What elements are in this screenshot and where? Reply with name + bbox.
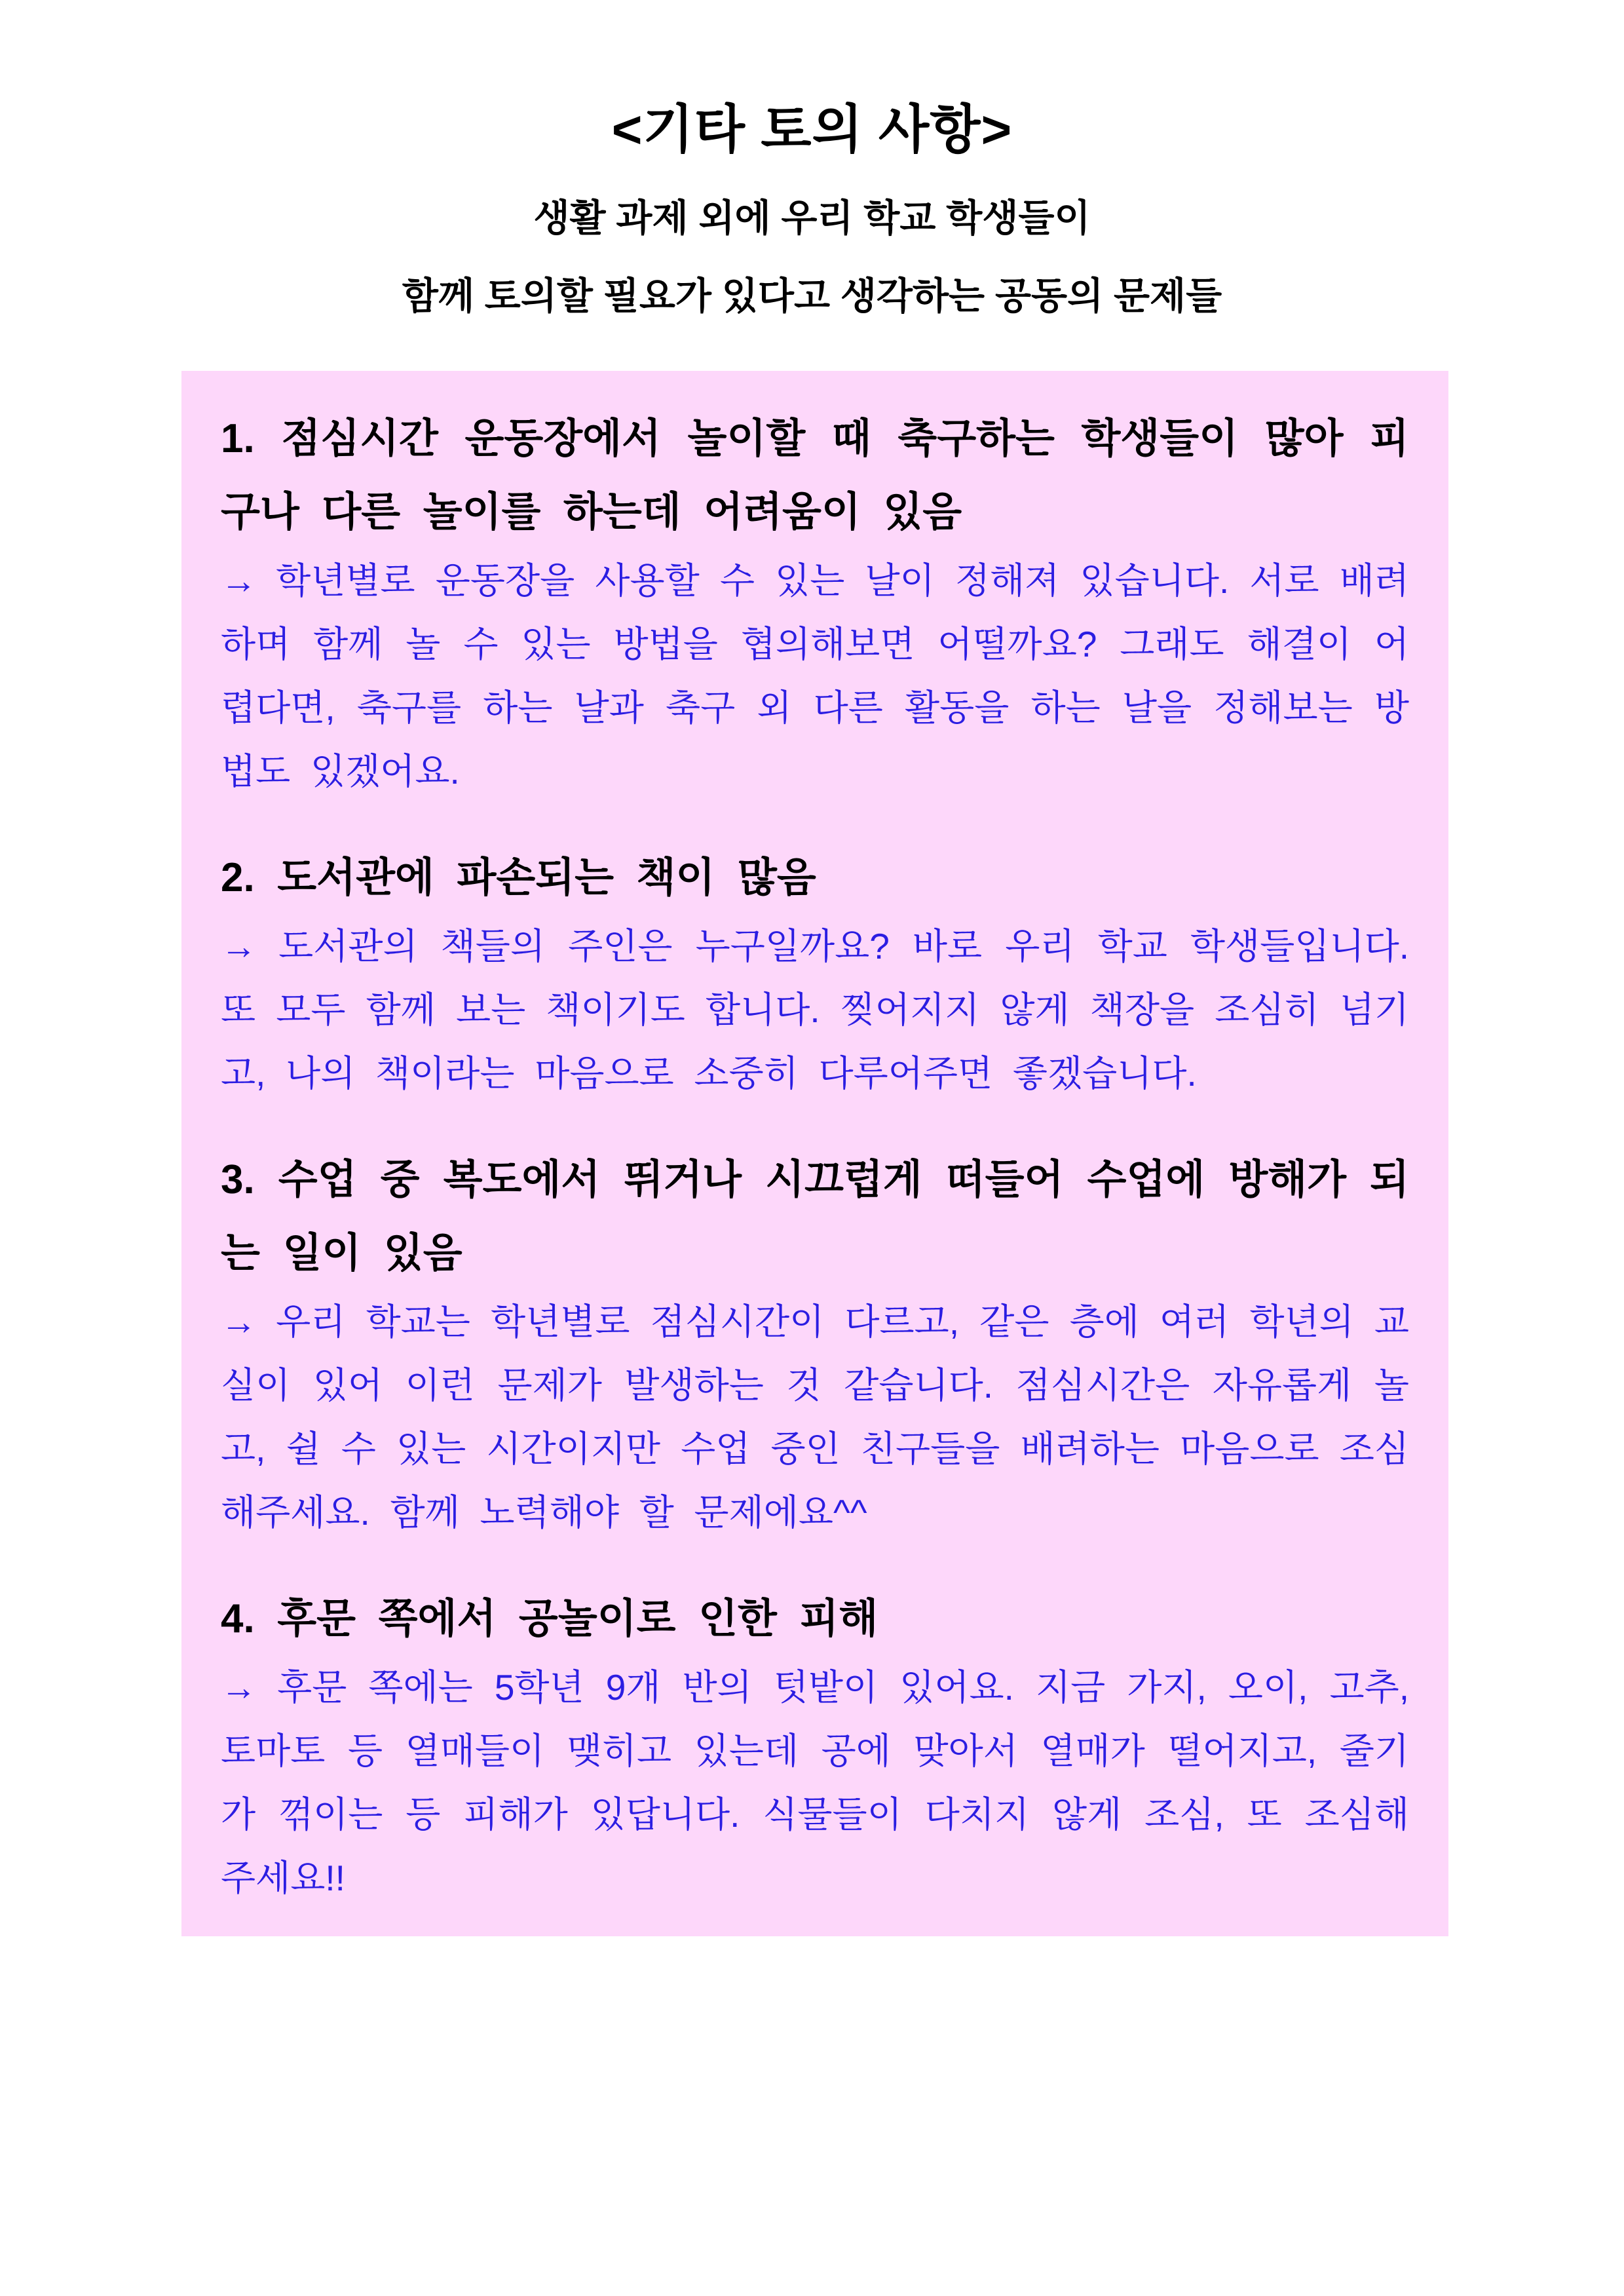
discussion-box xyxy=(181,371,1448,1936)
item-heading: 1. 점심시간 운동장에서 놀이할 때 축구하는 학생들이 많아 피구나 다른 놀이를 하는데 어려움이 있음 xyxy=(221,416,1409,535)
item-answer-text: 학년별로 운동장을 사용할 수 있는 날이 정해져 있습니다. 서로 배려하며 함께 놀 수 있는 방법을 협의해보면 어떨까요? 그래도 해결이 어렵다면, 축구를 하는 날과 축구 외 다른 활동을 하는 날을 정해보는 방법도 있겠어요. xyxy=(221,560,1409,792)
item-heading: 4. 후문 쪽에서 공놀이로 인한 피해 xyxy=(221,1596,878,1641)
item-heading: 2. 도서관에 파손되는 책이 많음 xyxy=(221,855,816,900)
arrow-right-icon: → xyxy=(221,1301,255,1342)
discussion-item-3 xyxy=(221,1143,1409,1544)
arrow-right-icon: → xyxy=(221,926,255,966)
document-subtitle-line-1: 생활 과제 외에 우리 학교 학생들이 xyxy=(533,197,1091,239)
item-answer xyxy=(221,1656,1409,1910)
item-answer-text: 우리 학교는 학년별로 점심시간이 다르고, 같은 층에 여러 학년의 교실이 있어 이런 문제가 발생하는 것 같습니다. 점심시간은 자유롭게 놀고, 쉴 수 있는 시간이지만 수업 중인 친구들을 배려하는 마음으로 조심해주세요. 함께 노력해야 할 문제에요^^ xyxy=(221,1301,1409,1533)
item-answer xyxy=(221,549,1409,803)
discussion-item-2 xyxy=(221,841,1409,1105)
item-answer xyxy=(221,1290,1409,1544)
document-subtitle-line-2: 함께 토의할 필요가 있다고 생각하는 공동의 문제들 xyxy=(402,275,1222,317)
item-answer-text: 도서관의 책들의 주인은 누구일까요? 바로 우리 학교 학생들입니다. 또 모두 함께 보는 책이기도 합니다. 찢어지지 않게 책장을 조심히 넘기고, 나의 책이라는 마음으로 소중히 다루어주면 좋겠습니다. xyxy=(221,926,1409,1094)
item-heading: 3. 수업 중 복도에서 뛰거나 시끄럽게 떠들어 수업에 방해가 되는 일이 있음 xyxy=(221,1157,1409,1276)
discussion-item-1 xyxy=(221,402,1409,803)
document-title: <기타 토의 사항> xyxy=(611,100,1013,159)
arrow-right-icon: → xyxy=(221,560,255,601)
item-answer-text: 후문 쪽에는 5학년 9개 반의 텃밭이 있어요. 지금 가지, 오이, 고추, 토마토 등 열매들이 맺히고 있는데 공에 맞아서 열매가 떨어지고, 줄기가 꺾이는 등 피해가 있답니다. 식물들이 다치지 않게 조심, 또 조심해주세요!! xyxy=(221,1667,1409,1898)
item-answer xyxy=(221,915,1409,1105)
discussion-item-4 xyxy=(221,1582,1409,1910)
arrow-right-icon: → xyxy=(221,1667,255,1708)
